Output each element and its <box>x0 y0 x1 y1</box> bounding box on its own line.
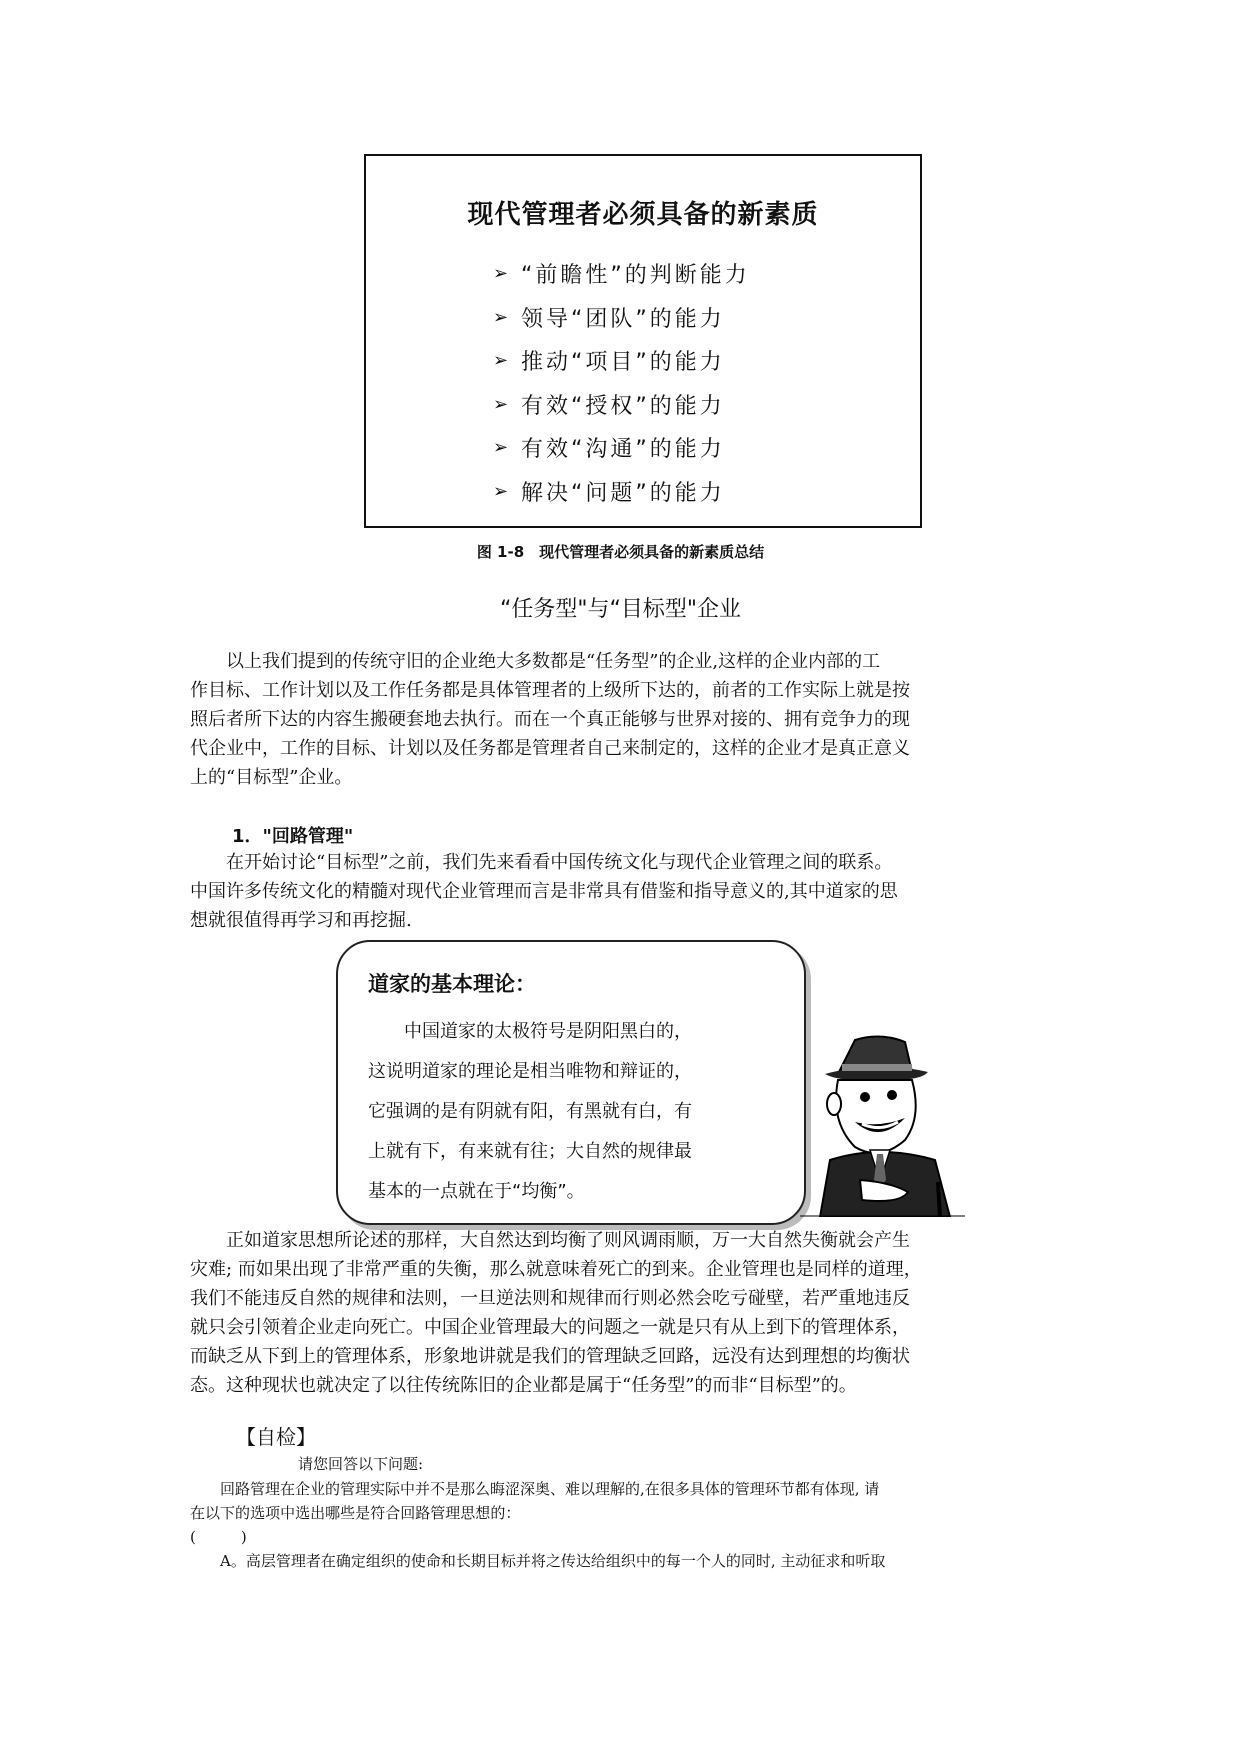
question-char: 是 <box>355 1504 371 1522</box>
question-char: 哪 <box>325 1504 341 1522</box>
figure-list-item: ➢ “前瞻性”的判断能力 <box>493 263 750 289</box>
question-intro: 请您回答以下问题: <box>298 1455 424 1473</box>
question-char: 选 <box>295 1504 311 1522</box>
figure-1-8-box <box>364 154 922 528</box>
question-body: 回路管理在企业的管理实际中并不是那么晦涩深奥、难以理解的,在很多具体的管理环节都有体现, 请 在以下的选项中选出哪些是符合回路管理思想的： ( ) A。高层管理者在确定组织的使命和长期目标并将之传达给组织中的每一个人的同时, 主动征求和听取 <box>190 1477 1052 1573</box>
arrow-bullet-icon: ➢ <box>493 263 512 285</box>
bubble-title: 道家的基本理论： <box>368 972 536 996</box>
question-char: 以 <box>205 1504 221 1522</box>
question-char: 的 <box>490 1504 506 1522</box>
arrow-bullet-icon: ➢ <box>493 393 512 415</box>
cartoon-man-illustration <box>800 1032 965 1217</box>
question-char: 出 <box>310 1504 326 1522</box>
paragraph-3: 正如道家思想所论述的那样，大自然达到均衡了则风调雨顺，万一大自然失衡就会产生 灾难; 而如果出现了非常严重的失衡，那么就意味着死亡的到来。企业管理也是同样的道理， 我们不能违反自然的规律和法则，一旦逆法则和规律而行则必然会吃亏碰壁，若严重地违反 就只会引领着企业走向死亡。中国企业管理最大的问题之一就是只有从上到下的管理体系， 而缺乏从下到上的管理体系，形象地讲就是我们的管理缺乏回路，远没有达到理想的均衡状 态。这种现状也就决定了以往传统陈旧的企业都是属于“任务型”的而非“目标型”的。 <box>190 1230 922 1396</box>
arrow-bullet-icon: ➢ <box>493 437 512 459</box>
arrow-bullet-icon: ➢ <box>493 350 512 372</box>
question-char: 在 <box>190 1504 206 1522</box>
question-char: 中 <box>280 1504 296 1522</box>
question-char: ： <box>505 1504 521 1522</box>
figure-list-item: ➢ 解决“问题”的能力 <box>493 480 725 506</box>
heading-loop-management: 1．"回路管理" <box>232 826 354 847</box>
section-title: “任务型"与“目标型"企业 <box>499 597 742 622</box>
paragraph-1: 以上我们提到的传统守旧的企业绝大多数都是“任务型”的企业,这样的企业内部的工 作目标、工作计划以及工作任务都是具体管理者的上级所下达的，前者的工作实际上就是按 照后者所下达的内容生搬硬套地去执行。而在一个真正能够与世界对接的、拥有竞争力的现 代企业中，工作的目标、计划以及任务都是管理者自己来制定的，这样的企业才是真正意义 上的“目标型”企业。 <box>190 651 910 788</box>
paragraph-2: 在开始讨论“目标型”之前，我们先来看看中国传统文化与现代企业管理之间的联系。 中国许多传统文化的精髓对现代企业管理而言是非常具有借鉴和指导意义的,其中道家的思 想就很值得再学习和再挖掘. <box>190 852 898 931</box>
answer-blank: ( ) <box>190 1528 247 1546</box>
arrow-bullet-icon: ➢ <box>493 480 512 502</box>
daoist-theory-bubble <box>336 940 806 1225</box>
figure-list-item: ➢ 领导“团队”的能力 <box>493 306 725 332</box>
question-line-spaced <box>190 1501 1052 1525</box>
figure-list-item: ➢ 有效“授权”的能力 <box>493 393 725 419</box>
question-char: 思 <box>460 1504 476 1522</box>
question-char: 项 <box>265 1504 281 1522</box>
bubble-text: 中国道家的太极符号是阴阳黑白的， 这说明道家的理论是相当唯物和辩证的， 它强调的是有阴就有阳，有黑就有白，有 上就有下，有来就有往；大自然的规律最 基本的一点就在于“均衡”。 <box>368 1021 692 1202</box>
selfcheck-label: 【自检】 <box>236 1425 316 1449</box>
question-char: 符 <box>370 1504 386 1522</box>
question-char: 下 <box>220 1504 236 1522</box>
question-char: 想 <box>475 1504 491 1522</box>
question-char: 的 <box>235 1504 251 1522</box>
figure-caption: 图 1-8 现代管理者必须具备的新素质总结 <box>476 543 765 561</box>
question-char: 路 <box>415 1504 431 1522</box>
option-a: A。高层管理者在确定组织的使命和长期目标并将之传达给组织中的每一个人的同时, 主动征求和听取 <box>190 1552 886 1570</box>
arrow-bullet-icon: ➢ <box>493 306 512 328</box>
figure-list-item: ➢ 有效“沟通”的能力 <box>493 437 725 463</box>
figure-title: 现代管理者必须具备的新素质 <box>467 200 819 230</box>
question-char: 合 <box>385 1504 401 1522</box>
question-char: 选 <box>250 1504 266 1522</box>
question-char: 理 <box>445 1504 461 1522</box>
figure-list-item: ➢ 推动“项目”的能力 <box>493 350 725 376</box>
question-char: 回 <box>400 1504 416 1522</box>
figure-list <box>493 252 750 513</box>
question-char: 些 <box>340 1504 356 1522</box>
question-char: 管 <box>430 1504 446 1522</box>
